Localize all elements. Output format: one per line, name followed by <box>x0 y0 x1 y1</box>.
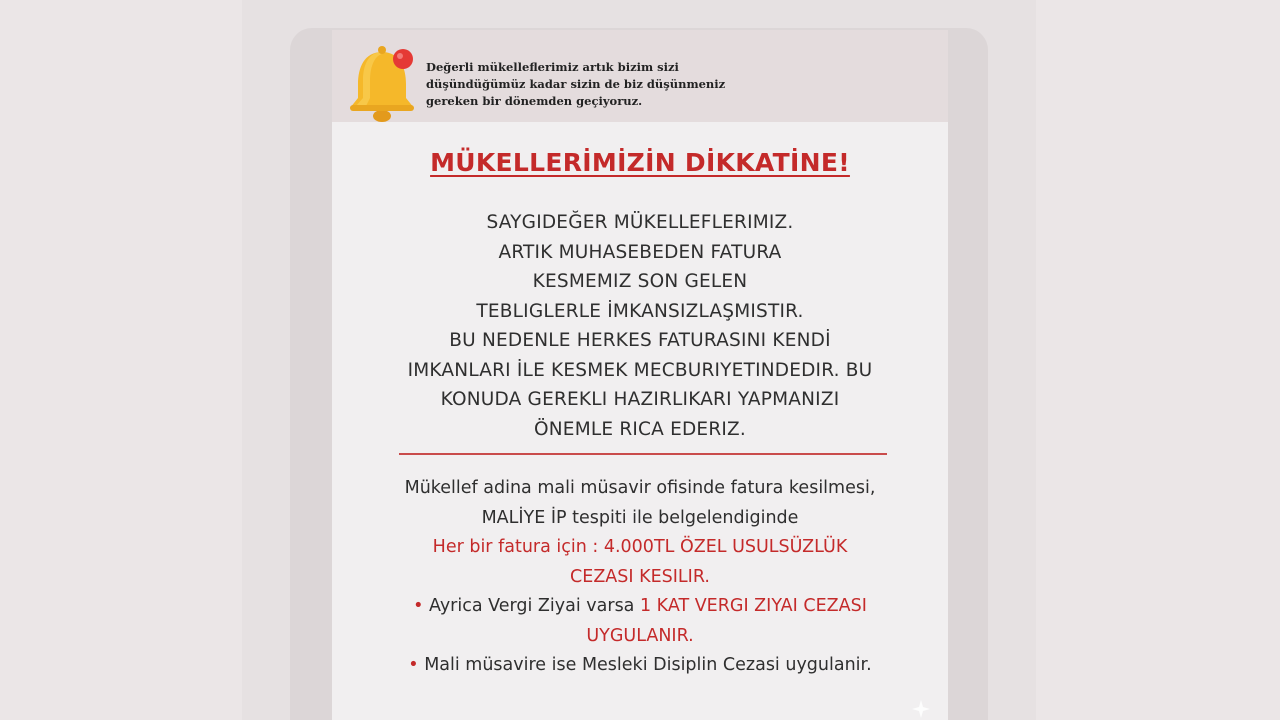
header-line: düşündüğümüz kadar sizin de biz düşünmeniz <box>426 77 726 91</box>
body-line: KESMEMIZ SON GELEN <box>532 271 748 292</box>
body-line: ARTIK MUHASEBEDEN FATURA <box>498 241 782 263</box>
bullet-item <box>332 651 948 681</box>
body-line: IMKANLARI İLE KESMEK MECBURIYETINDEDIR. BU <box>407 359 873 381</box>
right-margin <box>1036 0 1280 720</box>
penalty-section <box>332 474 948 681</box>
notice-title-text: MÜKELLERİMİZİN DİKKATİNE! <box>430 148 850 177</box>
bullet-icon: • <box>408 655 419 675</box>
notice-body <box>332 208 948 444</box>
body-line: BU NEDENLE HERKES FATURASINI KENDİ <box>449 330 831 351</box>
header-line: gereken bir dönemden geçiyoruz. <box>426 94 643 108</box>
notice-content <box>332 30 948 720</box>
bullet-item <box>332 592 948 622</box>
body-line: SAYGIDEĞER MÜKELLEFLERIMIZ. <box>486 212 794 233</box>
bullet-text: Mali müsavire ise Mesleki Disiplin Cezasi uygulanir. <box>424 655 872 675</box>
body-line: ÖNEMLE RICA EDERIZ. <box>534 418 746 440</box>
divider <box>399 453 887 455</box>
bullet-continuation: UYGULANIR. <box>586 625 694 646</box>
notice-title <box>332 148 948 177</box>
sparkle-icon <box>908 698 934 720</box>
body-line: TEBLIGLERLE İMKANSIZLAŞMISTIR. <box>476 300 804 322</box>
bullet-text: Ayrica Vergi Ziyai varsa <box>429 596 640 616</box>
left-margin <box>0 0 242 720</box>
penalty-amount-line: Her bir fatura için : 4.000TL ÖZEL USULSÜZLÜK <box>432 537 848 557</box>
header-line: Değerli mükelleflerimiz artık bizim sizi <box>426 60 679 74</box>
penalty-line: MALİYE İP tespiti ile belgelendiginde <box>481 507 799 528</box>
penalty-amount-line: CEZASI KESILIR. <box>570 566 710 587</box>
bullet-icon: • <box>413 596 424 616</box>
bullet-highlight: 1 KAT VERGI ZIYAI CEZASI <box>639 596 867 616</box>
body-line: KONUDA GEREKLI HAZIRLIKARI YAPMANIZI <box>440 389 840 410</box>
penalty-line: Mükellef adina mali müsavir ofisinde fatura kesilmesi, <box>404 478 876 498</box>
